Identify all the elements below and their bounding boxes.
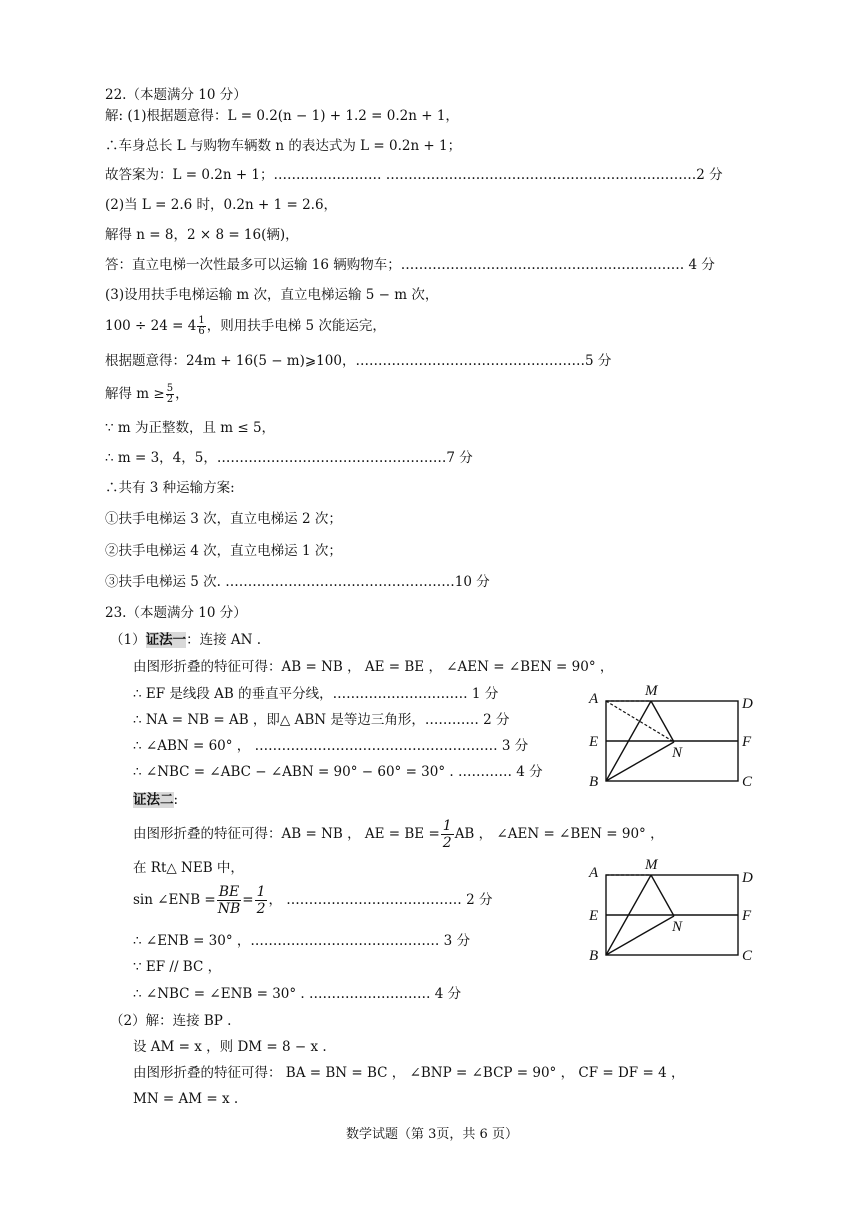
q22-line-15: ②扶手电梯运 4 次，直立电梯运 1 次； (105, 543, 342, 559)
part2-line-3: 由图形折叠的特征可得： BA = BN = BC ， ∠BNP = ∠BCP = 90° ， CF = DF = 4 ， (133, 1065, 685, 1081)
q22-line-13: ∴共有 3 种运输方案: (105, 480, 235, 496)
q22-line-6: 答：直立电梯一次性最多可以运输 16 辆购物车；……………………………………………………… 4 分 (105, 257, 715, 273)
m1-line-4: ∴ ∠ABN = 60° ， ……………………………………………… 3 分 (133, 738, 529, 754)
fold-figure-2 (585, 854, 760, 964)
q22-line-14: ①扶手电梯运 3 次，直立电梯运 2 次； (105, 511, 342, 527)
method-2-title (133, 791, 178, 809)
q22-line-1: 解: (1)根据题意得：L = 0.2(n − 1) + 1.2 = 0.2n + 1， (105, 108, 459, 124)
m1-line-1: 由图形折叠的特征可得：AB = NB ， AE = BE ， ∠AEN = ∠BEN = 90° ， (133, 659, 614, 675)
label-e: E (589, 734, 599, 750)
label-d: D (742, 696, 753, 712)
m2-line-1-pre: 由图形折叠的特征可得：AB = NB ， AE = BE = (133, 826, 440, 842)
fold-figure-1 (585, 680, 760, 790)
method-1-intro: ：连接 AN . (186, 632, 262, 648)
label-n: N (672, 745, 683, 761)
part2-line-2: 设 AM = x ，则 DM = 8 − x . (133, 1039, 327, 1055)
q22-line-11: ∵ m 为正整数，且 m ≤ 5， (105, 420, 276, 436)
fraction-numerator: 1 (442, 818, 452, 834)
q22-line-16: ③扶手电梯运 5 次. ……………………………………………10 分 (105, 574, 490, 590)
q22-line-12: ∴ m = 3，4，5，……………………………………………7 分 (105, 450, 473, 466)
q22-line-8 (105, 316, 386, 337)
fraction-numerator: BE (218, 884, 240, 900)
m2-line-4: ∴ ∠ENB = 30° ，…………………………………… 3 分 (133, 933, 471, 949)
fraction-denominator: 6 (198, 326, 205, 337)
label-b: B (589, 774, 599, 790)
label-d: D (742, 870, 753, 886)
m2-line-1 (133, 818, 664, 851)
fraction-numerator: 1 (256, 884, 266, 900)
q23-part1-method1-title (110, 631, 261, 649)
label-c: C (742, 774, 753, 790)
m2-line-3 (133, 883, 492, 917)
fraction-numerator: 1 (198, 315, 205, 326)
m2-line-5: ∵ EF // BC ， (133, 959, 222, 975)
label-f: F (742, 908, 752, 924)
label-m: M (645, 683, 658, 699)
fraction-denominator: 2 (442, 835, 452, 851)
m1-line-3: ∴ NA = NB = AB ，即△ ABN 是等边三角形，………… 2 分 (133, 712, 510, 728)
line-mn (651, 701, 674, 742)
q22-line-8-pre: 100 ÷ 24 = 4 (105, 318, 197, 334)
q22-header: 22.（本题满分 10 分） (105, 87, 247, 103)
m2-line-2: 在 Rt△ NEB 中， (133, 860, 244, 876)
fraction-denominator: NB (217, 901, 241, 917)
q22-line-9: 根据题意得：24m + 16(5 − m)⩾100，……………………………………………5 分 (105, 353, 612, 369)
fraction (217, 884, 242, 917)
fraction-denominator: 2 (166, 394, 174, 405)
method-2-colon: : (173, 792, 179, 808)
equals-sign: = (242, 892, 254, 908)
label-b: B (589, 948, 599, 964)
mixed-fraction (197, 316, 205, 337)
fraction (441, 818, 454, 851)
q22-line-4: (2)当 L = 2.6 时，0.2n + 1 = 2.6， (105, 197, 338, 213)
fraction-numerator: 5 (166, 383, 174, 394)
label-a: A (589, 865, 599, 881)
part2-line-4: MN = AM = x . (133, 1091, 239, 1107)
q22-line-10 (105, 384, 189, 405)
m2-line-3-pre: sin ∠ENB = (133, 892, 216, 908)
label-m: M (645, 857, 658, 873)
m1-line-5: ∴ ∠NBC = ∠ABC − ∠ABN = 90° − 60° = 30° . ………… 4 分 (133, 764, 543, 780)
q22-line-3: 故答案为：L = 0.2n + 1；…………………… ……………………………………………………………2 分 (105, 167, 723, 183)
label-f: F (742, 734, 752, 750)
q22-line-8-post: ，则用扶手电梯 5 次能运完， (206, 318, 386, 334)
fraction (255, 884, 268, 917)
label-a: A (589, 691, 599, 707)
line-mn (651, 875, 674, 916)
q22-line-10-pre: 解得 m ≥ (105, 386, 165, 402)
q22-line-5: 解得 n = 8，2 × 8 = 16(辆)， (105, 227, 299, 243)
label-e: E (589, 908, 599, 924)
m1-line-2: ∴ EF 是线段 AB 的垂直平分线，………………………… 1 分 (133, 686, 499, 702)
m2-line-3-post: ， ………………………………… 2 分 (268, 892, 493, 908)
method-1-label: 证法一 (145, 632, 187, 648)
m2-line-6: ∴ ∠NBC = ∠ENB = 30° . ……………………… 4 分 (133, 986, 462, 1002)
label-n: N (672, 919, 683, 935)
fraction-denominator: 2 (256, 901, 266, 917)
q22-line-7: (3)设用扶手电梯运输 m 次，直立电梯运输 5 − m 次， (105, 287, 439, 303)
m2-line-1-post: AB ， ∠AEN = ∠BEN = 90° ， (454, 826, 664, 842)
q23-header: 23.（本题满分 10 分） (105, 605, 247, 621)
part-number: （1） (110, 632, 146, 648)
label-c: C (742, 948, 753, 964)
q22-line-10-post: ， (175, 386, 189, 402)
part2-line-1: （2）解：连接 BP . (110, 1013, 232, 1029)
method-2-label: 证法二 (133, 792, 174, 808)
q22-line-2: ∴车身总长 L 与购物车辆数 n 的表达式为 L = 0.2n + 1； (105, 138, 462, 154)
page-footer: 数学试题（第 3页，共 6 页） (346, 1127, 518, 1142)
fraction (166, 384, 174, 405)
